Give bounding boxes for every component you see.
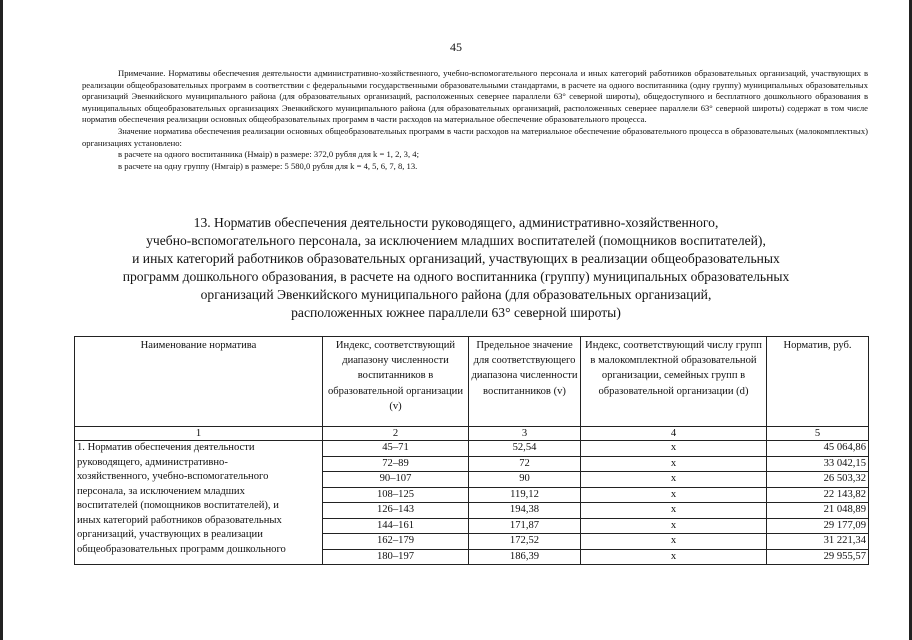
limit-cell: 52,54 [469, 441, 581, 457]
norm-value-cell: 31 221,34 [767, 534, 869, 550]
heading-line-6: расположенных южнее параллели 63° северной широты) [291, 305, 621, 320]
range-cell: 72–89 [323, 456, 469, 472]
range-cell: 108–125 [323, 487, 469, 503]
scan-border-left [0, 0, 3, 640]
header-limit-value: Предельное значение для соответствующего диапазона численности воспитанников (v) [469, 337, 581, 427]
range-cell: 162–179 [323, 534, 469, 550]
norm-name-line: персонала, за исключением младших [77, 485, 245, 497]
header-range-index: Индекс, соответствующий диапазону численности воспитанников в образовательной организации (v) [323, 337, 469, 427]
group-index-cell: x [581, 487, 767, 503]
heading-line-5: организаций Эвенкийского муниципального района (для образовательных организаций, [200, 287, 712, 302]
limit-cell: 72 [469, 456, 581, 472]
norms-table [74, 336, 869, 565]
note-block [82, 68, 868, 172]
limit-cell: 171,87 [469, 518, 581, 534]
heading-line-4: программ дошкольного образования, в расчете на одного воспитанника (группу) муниципальных образовательных [122, 269, 790, 284]
column-number: 3 [469, 427, 581, 441]
norm-name-line: организаций, участвующих в реализации [77, 529, 263, 540]
column-number: 2 [323, 427, 469, 441]
norm-value-cell: 22 143,82 [767, 487, 869, 503]
norm-value-cell: 21 048,89 [767, 503, 869, 519]
group-index-cell: x [581, 518, 767, 534]
range-cell: 126–143 [323, 503, 469, 519]
group-index-cell: x [581, 549, 767, 565]
norm-value-cell: 33 042,15 [767, 456, 869, 472]
note-line-per-child: в расчете на одного воспитанника (Нмаiр) в размере: 372,0 рубля для k = 1, 2, 3, 4; [118, 149, 419, 160]
limit-cell: 172,52 [469, 534, 581, 550]
norm-name-line: руководящего, административно- [77, 456, 228, 468]
heading-line-1: 13. Норматив обеспечения деятельности руководящего, административно-хозяйственного, [193, 215, 719, 230]
table-header-row [75, 337, 869, 427]
range-cell: 144–161 [323, 518, 469, 534]
page-number: 45 [450, 40, 462, 54]
norm-name-line: общеобразовательных программ дошкольного [77, 543, 286, 555]
norm-value-cell: 29 955,57 [767, 549, 869, 565]
header-norm-value: Норматив, руб. [767, 337, 869, 427]
norm-name-line: хозяйственного, учебно-вспомогательного [77, 471, 269, 482]
limit-cell: 90 [469, 472, 581, 488]
norm-value-cell: 29 177,09 [767, 518, 869, 534]
note-paragraph-2: Значение норматива обеспечения реализации основных общеобразовательных программ в части расходов на материальное обеспечение образовательного процесса в образовательных (малокомплектных) организациях установлено: [82, 125, 868, 148]
group-index-cell: x [581, 456, 767, 472]
column-number-row [75, 427, 869, 441]
header-group-index: Индекс, соответствующий числу групп в малокомплектной образовательной организации, семейных групп в образовательной организации (d) [581, 337, 767, 427]
range-cell: 45–71 [323, 441, 469, 457]
norm-name-line: воспитателей (помощников воспитателей), и [77, 500, 279, 511]
norm-value-cell: 45 064,86 [767, 441, 869, 457]
group-index-cell: x [581, 503, 767, 519]
limit-cell: 194,38 [469, 503, 581, 519]
table-row [75, 441, 869, 457]
heading-line-2: учебно-вспомогательного персонала, за исключением младших воспитателей (помощников воспитателей), [146, 233, 766, 248]
group-index-cell: x [581, 441, 767, 457]
note-paragraph-1: Примечание. Нормативы обеспечения деятельности административно-хозяйственного, учебно-вспомогательного персонала и иных категорий работников образовательных организаций, участвующих в реализации общеобразовательных программ в соответствии с федеральными государственными образовательными стандартами, в расчете на одного воспитанника (одну группу) муниципальных образовательных организаций Эвенкийского муниципального района (для образовательных организаций, расположенных севернее параллели 63° северной широты), общедоступного и бесплатного дошкольного образования в муниципальных общеобразовательных организациях Эвенкийского муниципального района (для образовательных организаций, расположенных севернее параллели 63° северной широты) содержат в том числе норматив обеспечения реализации основных общеобразовательных программ в части расходов на материальное обеспечение образовательного процесса. [82, 68, 868, 125]
column-number: 1 [75, 427, 323, 441]
range-cell: 180–197 [323, 549, 469, 565]
limit-cell: 119,12 [469, 487, 581, 503]
group-index-cell: x [581, 472, 767, 488]
norm-value-cell: 26 503,32 [767, 472, 869, 488]
heading-line-3: и иных категорий работников образовательных организаций, участвующих в реализации общеобразовательных [132, 251, 780, 266]
norm-name-line: 1. Норматив обеспечения деятельности [77, 442, 255, 453]
note-line-per-group: в расчете на одну группу (Нмгаiр) в размере: 5 580,0 рубля для k = 4, 5, 6, 7, 8, 13. [118, 160, 418, 171]
limit-cell: 186,39 [469, 549, 581, 565]
header-norm-name: Наименование норматива [75, 337, 323, 427]
norm-name-cell [75, 441, 323, 565]
range-cell: 90–107 [323, 472, 469, 488]
column-number: 4 [581, 427, 767, 441]
norm-name-line: иных категорий работников образовательных [77, 514, 282, 526]
group-index-cell: x [581, 534, 767, 550]
section-heading [60, 214, 852, 322]
column-number: 5 [767, 427, 869, 441]
